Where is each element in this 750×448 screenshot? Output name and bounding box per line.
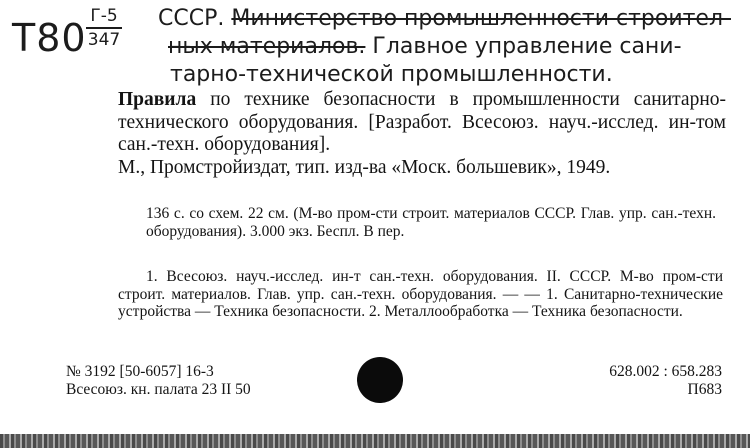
entry-publication: М., Промстройиздат, тип. изд-ва «Моск. большевик», 1949. — [118, 156, 611, 178]
handwritten-heading-line-2 — [168, 34, 682, 59]
udc-index: 628.002 : 658.283 — [609, 363, 722, 380]
shelf-mark-fraction-bottom: 347 — [87, 30, 121, 50]
cutter-number: П683 — [687, 381, 722, 398]
main-entry — [118, 89, 726, 179]
handwritten-heading-directorate: Главное управление сани- — [372, 34, 682, 59]
physical-description: 136 с. со схем. 22 см. (М-во пром-сти строит. материалов СССР. Глав. упр. сан.-техн. оборудования). 3.000 экз. Беспл. В пер. — [146, 205, 716, 240]
handwritten-heading-line-3: тарно-технической промышленности. — [170, 62, 613, 87]
scan-bottom-edge — [0, 434, 750, 448]
handwritten-struck-materials: ных материалов. — [168, 34, 366, 59]
entry-title-text: по технике безопасности в промышленности санитарно-технического оборудования. [Разработ. Всесоюз. науч.-исслед. ин-том сан.-техн. оборудования]. — [118, 89, 726, 155]
handwritten-heading-line-1 — [158, 6, 731, 31]
handwritten-heading-country: СССР. — [158, 6, 225, 31]
registration-number: № 3192 [50-6057] 16-3 — [66, 363, 214, 380]
entry-title-lead: Правила — [118, 89, 197, 110]
shelf-mark-fraction-top: Г-5 — [86, 6, 122, 29]
tracings: 1. Всесоюз. науч.-исслед. ин-т сан.-техн. оборудования. II. СССР. М-во пром-сти строит. материалов. Глав. упр. сан.-техн. оборудования. — — 1. Санитарно-технические устройства — Техника безопасности. 2. Металлообработка — Техника безопасности. — [118, 268, 723, 320]
book-chamber-stamp: Всесоюз. кн. палата 23 II 50 — [66, 381, 251, 398]
card-punch-hole — [357, 357, 403, 403]
shelf-mark-fraction — [86, 6, 122, 50]
shelf-mark: Т80 — [12, 16, 87, 60]
handwritten-struck-ministry: Министерство промышленности строител- — [231, 6, 731, 31]
